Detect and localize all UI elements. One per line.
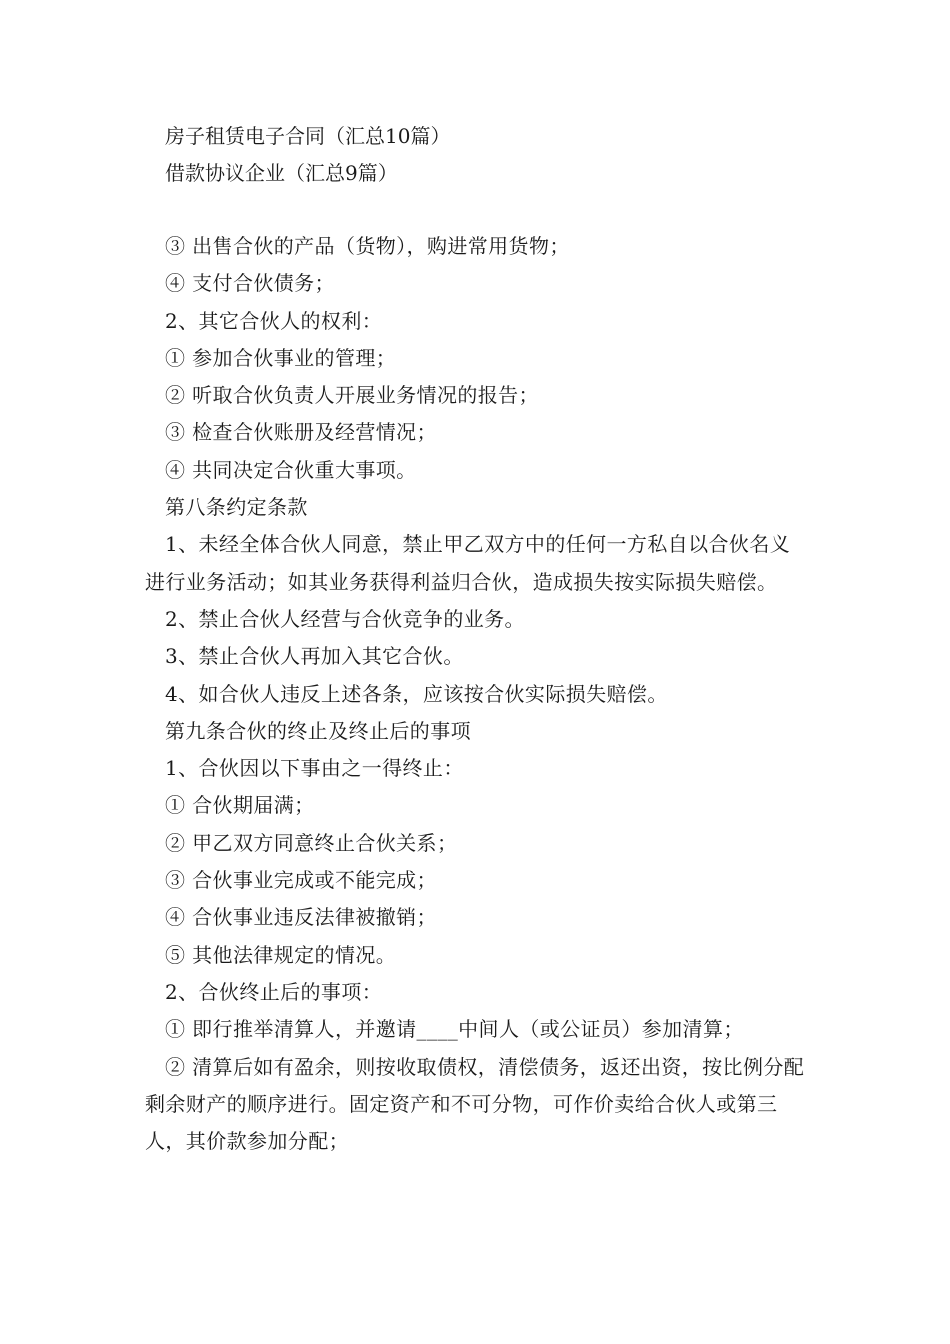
- body-paragraph: ⑤ 其他法律规定的情况。: [165, 942, 397, 967]
- related-articles: [165, 118, 450, 192]
- section-heading: 第九条合伙的终止及终止后的事项: [165, 718, 471, 743]
- body-paragraph: ① 合伙期届满；: [165, 793, 315, 818]
- body-paragraph: 2、禁止合伙人经营与合伙竞争的业务。: [165, 606, 525, 631]
- document-body: [145, 228, 810, 1160]
- body-paragraph: ② 甲乙双方同意终止合伙关系；: [165, 830, 458, 855]
- body-paragraph: ③ 出售合伙的产品（货物），购进常用货物；: [165, 234, 570, 258]
- body-paragraph: 4、如合伙人违反上述各条，应该按合伙实际损失赔偿。: [165, 681, 668, 706]
- body-paragraph: 1、未经全体合伙人同意，禁止甲乙双方中的任何一方私自以合伙名义进行业务活动；如其业务获得利益归合伙，造成损失按实际损失赔偿。: [145, 532, 791, 594]
- body-paragraph: ② 听取合伙负责人开展业务情况的报告；: [165, 383, 539, 408]
- body-paragraph: ③ 检查合伙账册及经营情况；: [165, 420, 437, 445]
- body-paragraph: ③ 合伙事业完成或不能完成；: [165, 868, 437, 893]
- body-paragraph: ④ 支付合伙债务；: [165, 271, 335, 296]
- body-paragraph: ① 即行推举清算人，并邀请____中间人（或公证员）参加清算；: [165, 1017, 744, 1042]
- body-paragraph: ① 参加合伙事业的管理；: [165, 345, 397, 370]
- body-paragraph: 2、合伙终止后的事项：: [165, 979, 383, 1004]
- related-article-link[interactable]: 借款协议企业（汇总9篇）: [165, 161, 398, 185]
- section-heading: 第八条约定条款: [165, 495, 308, 520]
- body-paragraph: ④ 共同决定合伙重大事项。: [165, 457, 417, 482]
- body-paragraph: 3、禁止合伙人再加入其它合伙。: [165, 644, 464, 669]
- body-paragraph: ② 清算后如有盈余，则按收取债权，清偿债务，返还出资，按比例分配剩余财产的顺序进行。固定资产和不可分物，可作价卖给合伙人或第三人，其价款参加分配；: [145, 1054, 805, 1154]
- related-article-link[interactable]: 房子租赁电子合同（汇总10篇）: [165, 124, 451, 148]
- body-paragraph: 1、合伙因以下事由之一得终止：: [165, 756, 464, 781]
- body-paragraph: 2、其它合伙人的权利：: [165, 308, 383, 333]
- body-paragraph: ④ 合伙事业违反法律被撤销；: [165, 905, 437, 930]
